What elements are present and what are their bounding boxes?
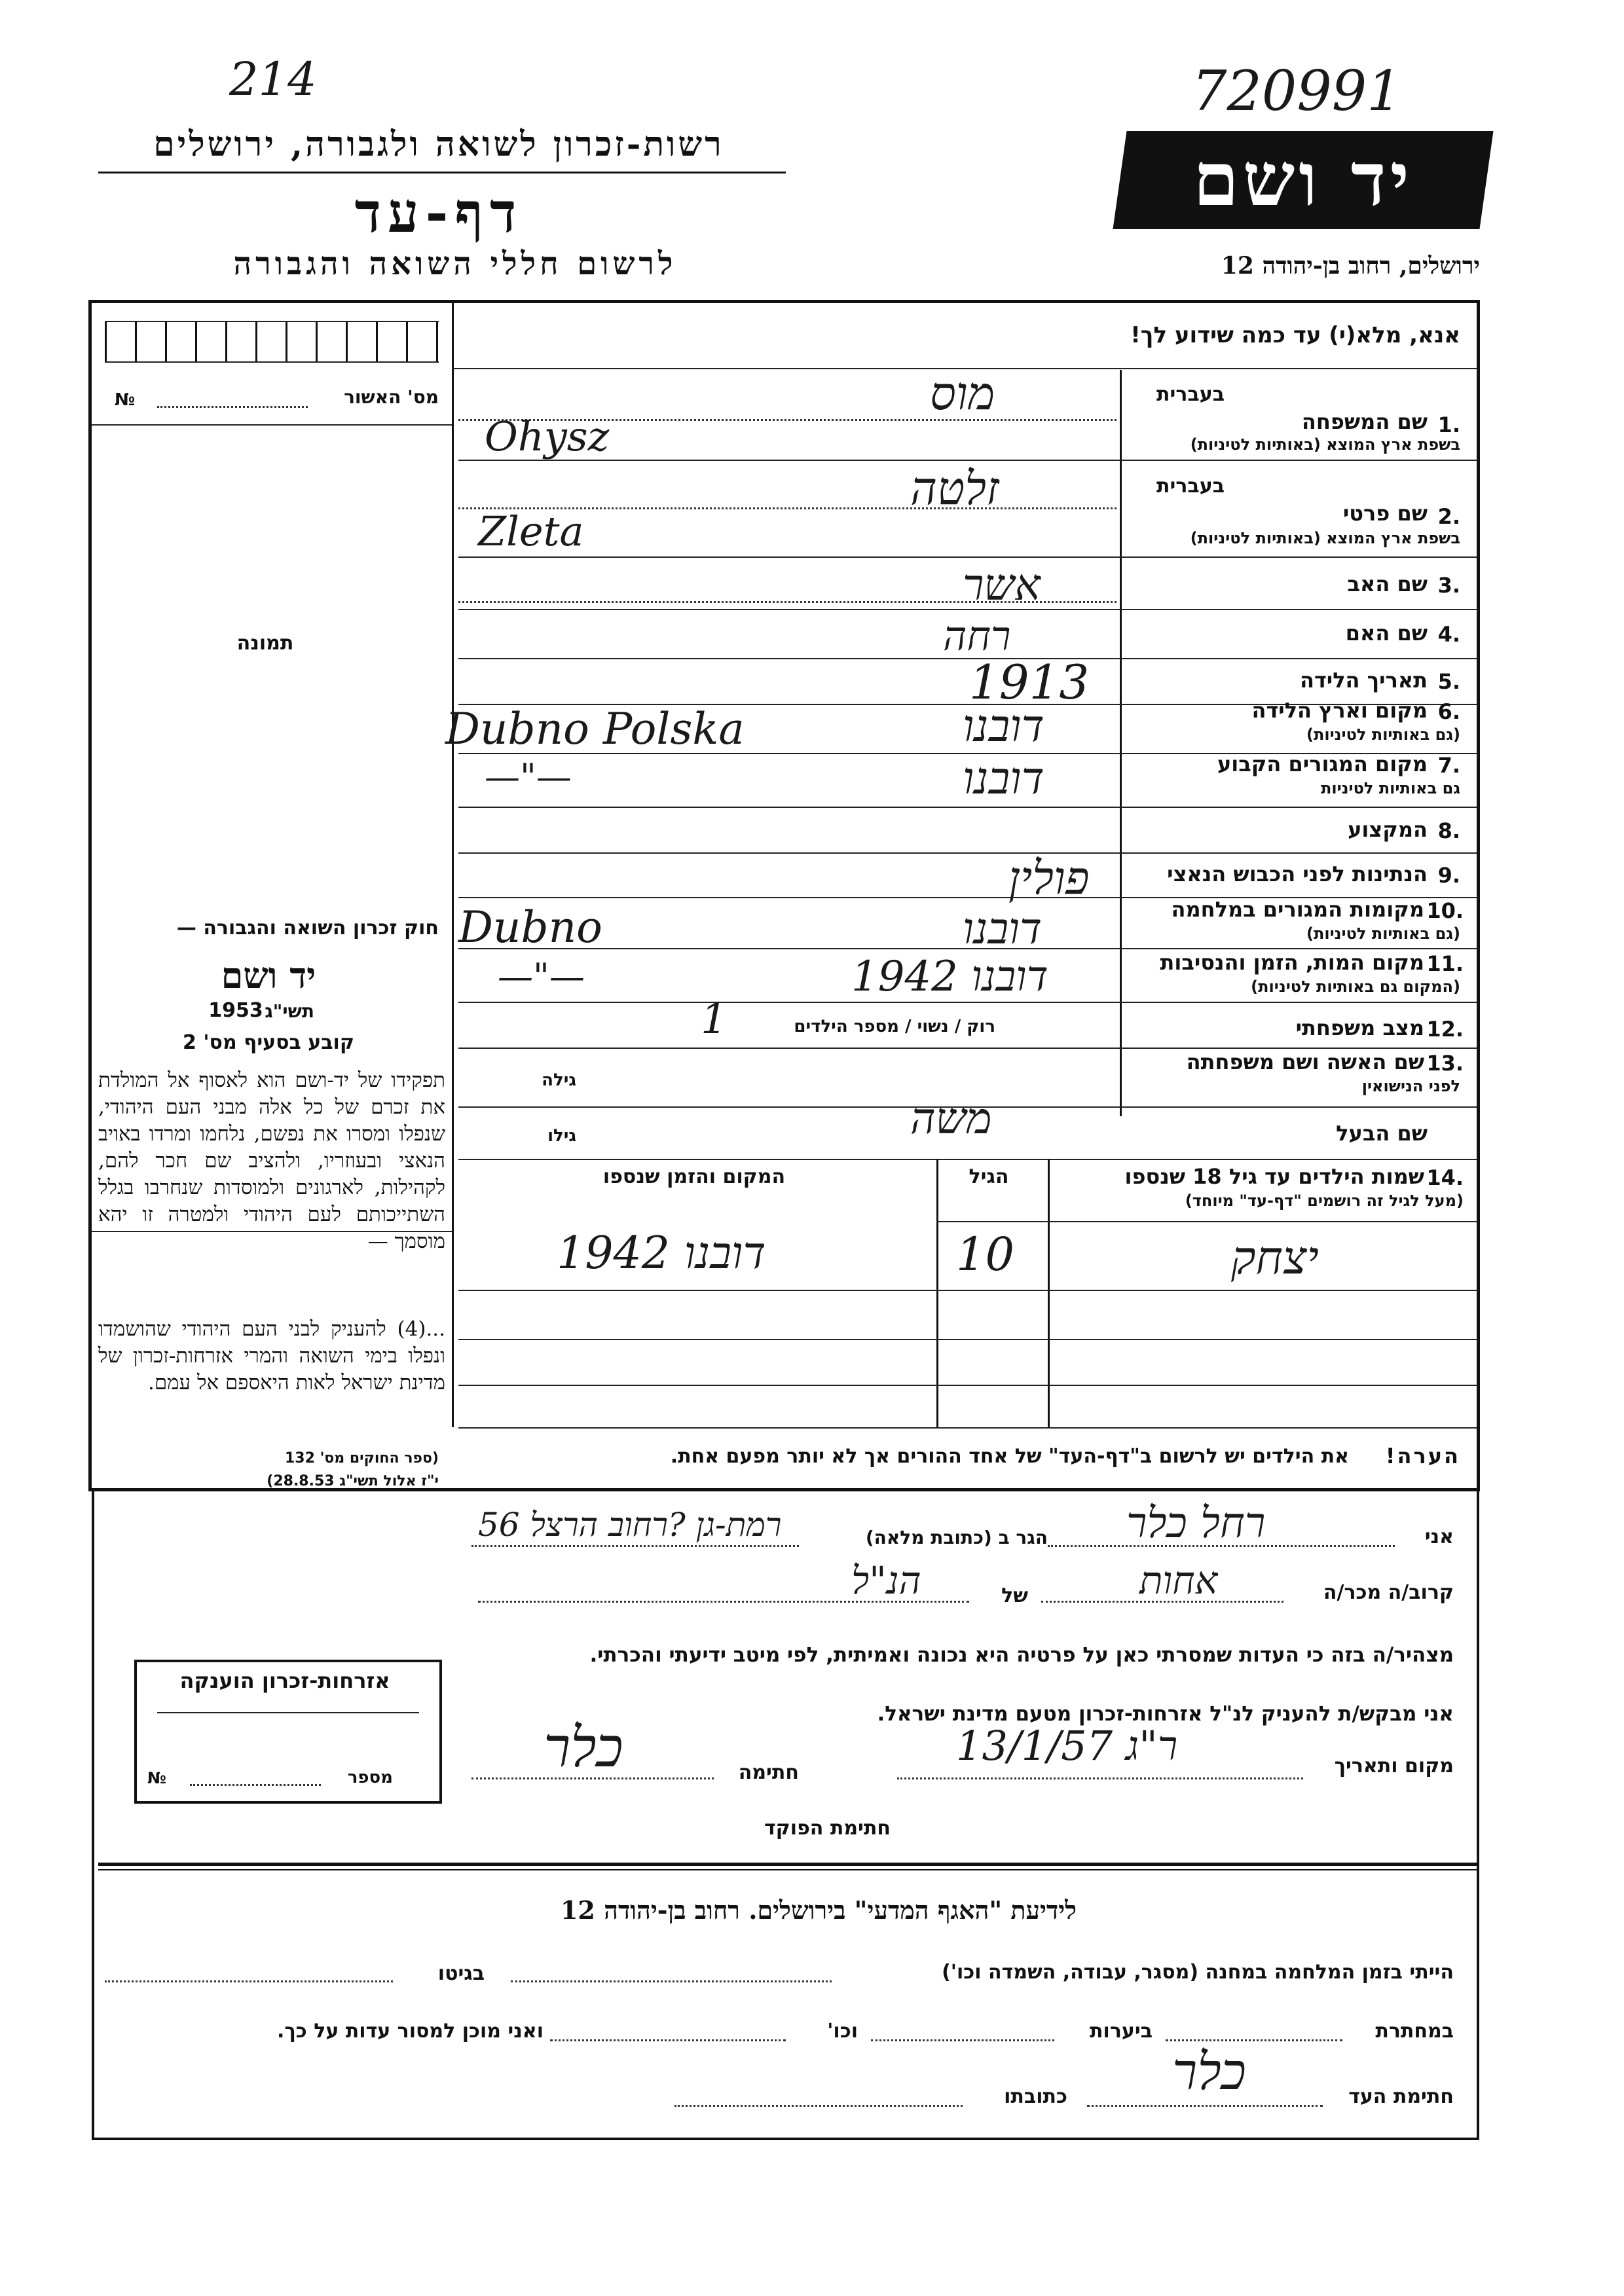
of-value: הנ"ל: [851, 1558, 921, 1603]
field-11-label: מקום המות, הזמן והנסיבות: [1160, 950, 1424, 975]
request-text: אני מבקש/ת להעניק לנ"ל אזרחות-זכרון מטעם מדינת ישראל.: [877, 1702, 1454, 1726]
field-9-value: פולין: [1008, 851, 1090, 905]
witness-address-dots: [674, 2105, 963, 2107]
bottom-title: לידיעת "האגף המדעי" בירושלים. רחוב בן-יהודה 12: [560, 1895, 1077, 1925]
children-age-divider-right: [1048, 1159, 1050, 1427]
bottom-etc: וכו': [827, 2020, 858, 2043]
photo-area-label: תמונה: [236, 632, 294, 655]
bottom-underground-dots: [1166, 2039, 1342, 2041]
field-4-bottom: [458, 658, 1477, 659]
field-7-bottom: [458, 807, 1477, 808]
field-4-label: שם האם: [1345, 621, 1428, 646]
handwritten-archive-number: 214: [229, 52, 317, 106]
field-1-number: 1.: [1437, 412, 1460, 437]
field-1-label: שם המשפחה: [1301, 409, 1428, 434]
bottom-frame-bottom: [92, 2138, 1479, 2140]
field-11-hebrew-value: דובנו 1942: [851, 953, 1048, 1001]
field-3-label: שם האב: [1347, 572, 1428, 596]
intro-instruction: אנא, מלא(י) עד כמה שידוע לך!: [1130, 322, 1460, 348]
bottom-ghetto: בגיטו: [437, 1962, 485, 1985]
approval-number-dots: [157, 406, 308, 408]
children-table-bottom: [458, 1427, 1477, 1429]
field-4-value: רחה: [943, 612, 1011, 660]
form-title: דף-עד: [354, 180, 523, 245]
declarant-lives-label: הגר ב (כתובת מלאה): [865, 1527, 1048, 1548]
field-7-number: 7.: [1437, 753, 1460, 778]
field-12-label: מצב משפחתי: [1295, 1015, 1424, 1040]
field-11-number: 11.: [1426, 951, 1464, 976]
approval-no-symbol: №: [115, 390, 136, 410]
field-11-sub: (המקום גם באותיות לטיניות): [1251, 977, 1460, 996]
children-place-header: המקום והזמן שנספו: [602, 1165, 786, 1188]
bottom-forests: ביערות: [1090, 2020, 1153, 2043]
citizenship-number-label: מספר: [347, 1768, 393, 1787]
official-signature-label: חתימת הפוקד: [764, 1817, 891, 1840]
declarant-i-label: אני: [1424, 1525, 1454, 1548]
field-11-latin-value: —"—: [498, 956, 585, 997]
field-10-sub: (גם באותיות לטיניות): [1306, 924, 1460, 943]
field-6-label: מקום וארץ הלידה: [1251, 698, 1428, 723]
field-12-number: 12.: [1426, 1017, 1464, 1042]
citizenship-box-line: [157, 1712, 419, 1713]
witness-signature-label: חתימת העד: [1348, 2085, 1454, 2108]
bottom-line1-dots: [511, 1980, 832, 1982]
field-2-number: 2.: [1437, 504, 1460, 529]
field-2-latin-value: Zleta: [478, 507, 584, 555]
field-10-label: מקומות המגורים במלחמה: [1171, 897, 1424, 922]
field-1-bottom: [458, 460, 1477, 461]
husband-age-label: גילו: [547, 1126, 576, 1146]
children-row-3-bottom: [458, 1385, 1477, 1386]
law-box-source: (ספר החוקים מס' 132: [284, 1450, 439, 1467]
field-5-label: תאריך הלידה: [1299, 668, 1428, 693]
place-date-line: [897, 1777, 1303, 1779]
main-form-frame: [88, 300, 1480, 1491]
law-box-year-hebrew: תשי"ג: [265, 1000, 314, 1022]
field-7-label: מקום המגורים הקבוע: [1217, 752, 1428, 776]
children-row-2-bottom: [458, 1339, 1477, 1340]
form-subtitle: לרשום חללי השואה והגבורה: [233, 246, 677, 282]
field-1-sub: בשפת ארץ המוצא (באותיות לטיניות): [1190, 435, 1460, 454]
field-7-sub: גם באותיות לטיניות: [1320, 779, 1460, 797]
children-age-divider-left: [936, 1159, 938, 1427]
citizenship-no-symbol: №: [147, 1769, 166, 1787]
husband-row-bottom: [458, 1159, 1477, 1160]
field-1-hebrew-value: מוס: [930, 367, 995, 420]
law-box-year: 1953: [208, 999, 263, 1022]
children-age-header: הגיל: [969, 1165, 1009, 1188]
field-10-latin-value: Dubno: [458, 902, 602, 953]
citizenship-box-title: אזרחות-זכרון הוענקה: [179, 1668, 390, 1693]
note-label: הערה!: [1385, 1444, 1460, 1468]
signature-value: כלר: [544, 1715, 623, 1779]
children-header-bottom: [936, 1221, 1477, 1222]
field-2-hebrew-tag: בעברית: [1156, 475, 1225, 498]
field-7-hebrew-value: דובנו: [963, 753, 1044, 805]
relative-value: אחות: [1139, 1558, 1218, 1603]
child-1-place: דובנו 1942: [557, 1228, 766, 1279]
children-sub: (מעל לגיל זה רושמים "דף-עד" מיוחד): [1185, 1192, 1464, 1210]
field-3-value: אשר: [963, 560, 1041, 610]
bottom-section-divider: [98, 1863, 1477, 1866]
declarant-name-value: רחל כלר: [1126, 1499, 1266, 1548]
field-10-bottom: [458, 948, 1477, 949]
field-10-hebrew-value: דובנו: [963, 903, 1043, 954]
husband-name-label: שם הבעל: [1336, 1121, 1428, 1146]
field-12-value: 1: [701, 995, 728, 1044]
handwritten-record-number: 720991: [1192, 59, 1402, 123]
field-2-sub: בשפת ארץ המוצא (באותיות לטיניות): [1190, 529, 1460, 547]
field-3-line: [458, 601, 1116, 603]
field-3-number: 3.: [1437, 573, 1460, 598]
field-6-latin-value: Dubno Polska: [445, 704, 745, 754]
of-label: של: [1001, 1584, 1028, 1607]
relative-label: קרוב/ה מכר/ה: [1323, 1581, 1454, 1604]
place-date-label: מקום ותאריך: [1334, 1755, 1454, 1777]
declaration-text: מצהיר/ה בזה כי העדות שמסרתי כאן על פרטיה היא נכונה ואמיתית, לפי מיטב ידיעתי והכרתי.: [589, 1643, 1454, 1667]
witness-signature-value: כלר: [1172, 2043, 1246, 2102]
children-table-left-edge: [452, 1159, 454, 1427]
law-box-body: תפקידו של יד-ושם הוא לאסוף אל המולדת את זכרם של כל אלה מבני העם היהודי, שנפלו ומסרו את נפשם, נלחמו ומרדו באויב הנאצי ובעוזריו, ולהציב שם חכר להם, לקהילות, לארגונים ולמוסדות שנחרבו בגלל השתייכותם לעם היהודי ולמטרה זו יהא מוסמך —: [98, 1068, 445, 1253]
field-9-number: 9.: [1437, 863, 1460, 888]
approval-underline: [92, 424, 452, 426]
approval-number-label: מס' האשור: [344, 386, 439, 408]
law-box-clause4: ...(4) להעניק לבני העם היהודי שהושמדו ונפלו בימי השואה והמרי אזרחות-זכרון של מדינת ישראל לאות היאספם אל עמם.: [98, 1317, 445, 1394]
field-1-latin-value: Ohysz: [485, 412, 610, 460]
field-7-latin-value: —"—: [485, 756, 572, 797]
declarant-address-value: רמת-גן ?רחוב הרצל 56: [478, 1506, 782, 1544]
bottom-underground: במחתרת: [1375, 2020, 1454, 2043]
law-box-title: חוק זכרון השואה והגבורה —: [176, 917, 439, 939]
logo-address: ירושלים, רחוב בן-יהודה 12: [1221, 252, 1480, 280]
field-11-bottom: [458, 1002, 1477, 1003]
field-13-number: 13.: [1426, 1051, 1464, 1076]
citizenship-number-line: [190, 1784, 321, 1786]
bottom-frame-right: [1477, 1491, 1479, 2140]
witness-address-label: כתובתו: [1004, 2085, 1067, 2108]
witness-signature-dots: [1087, 2105, 1323, 2107]
field-2-label: שם פרטי: [1342, 501, 1428, 526]
field-1-hebrew-tag: בעברית: [1156, 383, 1225, 406]
bottom-ghetto-dots: [105, 1980, 393, 1982]
field-2-hebrew-value: זלטה: [910, 462, 999, 515]
field-8-number: 8.: [1437, 818, 1460, 843]
husband-name-value: משה: [910, 1093, 992, 1144]
field-10-number: 10.: [1426, 898, 1464, 923]
declarant-address-line: [471, 1545, 799, 1547]
law-box-clause: קובע בסעיף מס' 2: [183, 1031, 354, 1054]
law-box-name: יד ושם: [221, 955, 316, 996]
note-text: את הילדים יש לרשום ב"דף-העד" של אחד ההורים אך לא יותר מפעם אחת.: [670, 1445, 1349, 1468]
label-column-divider: [1120, 370, 1122, 1116]
field-6-number: 6.: [1437, 699, 1460, 724]
authority-underline: [98, 172, 786, 173]
field-12-bottom: [458, 1048, 1477, 1049]
field-2-bottom: [458, 556, 1477, 558]
field-9-label: הנתינות לפני הכבוש הנאצי: [1167, 862, 1428, 886]
field-4-number: 4.: [1437, 622, 1460, 647]
place-date-value: ר"ג 13/1/57: [956, 1722, 1178, 1770]
field-6-sub: (גם באותיות לטיניות): [1306, 725, 1460, 744]
field-13-sub: לפני הנישואין: [1361, 1077, 1460, 1095]
field-8-bottom: [458, 852, 1477, 854]
logo-text: יד ושם: [1192, 137, 1414, 223]
law-box-source-date: י"ז אלול תשי"ג 28.8.53): [267, 1473, 439, 1489]
field-6-hebrew-value: דובנו: [963, 701, 1044, 752]
bottom-forests-dots: [871, 2039, 1054, 2041]
children-number: 14.: [1426, 1165, 1464, 1190]
field-5-number: 5.: [1437, 669, 1460, 694]
field-5-value: 1913: [969, 655, 1090, 710]
bottom-frame-left: [92, 1491, 94, 2140]
bottom-etc-dots: [550, 2039, 786, 2041]
bottom-willing: ואני מוכן למסור עדות על כך.: [277, 2020, 544, 2043]
authority-line: רשות-זכרון לשואה ולגבורה, ירושלים: [153, 124, 724, 164]
field-13-label: שם האשה ושם משפחתה: [1186, 1049, 1424, 1074]
children-label: שמות הילדים עד גיל 18 שנספו: [1124, 1164, 1424, 1189]
bottom-line1: הייתי בזמן המלחמה במחנה (מסגר, עבודה, השמדה וכו'): [942, 1961, 1454, 1984]
field-8-label: המקצוע: [1348, 817, 1428, 842]
field-13-age-label: גילה: [542, 1070, 576, 1090]
signature-label: חתימה: [738, 1761, 799, 1784]
field-3-bottom: [458, 609, 1477, 610]
yad-vashem-logo: [1113, 131, 1493, 229]
child-1-age: 10: [956, 1228, 1015, 1281]
bottom-section-divider-2: [98, 1869, 1477, 1870]
child-1-name: יצחק: [1231, 1231, 1319, 1285]
field-12-options: רוק / נשוי / מספר הילדים: [794, 1017, 995, 1036]
children-row-1-bottom: [458, 1290, 1477, 1291]
approval-number-boxes: [105, 321, 439, 363]
